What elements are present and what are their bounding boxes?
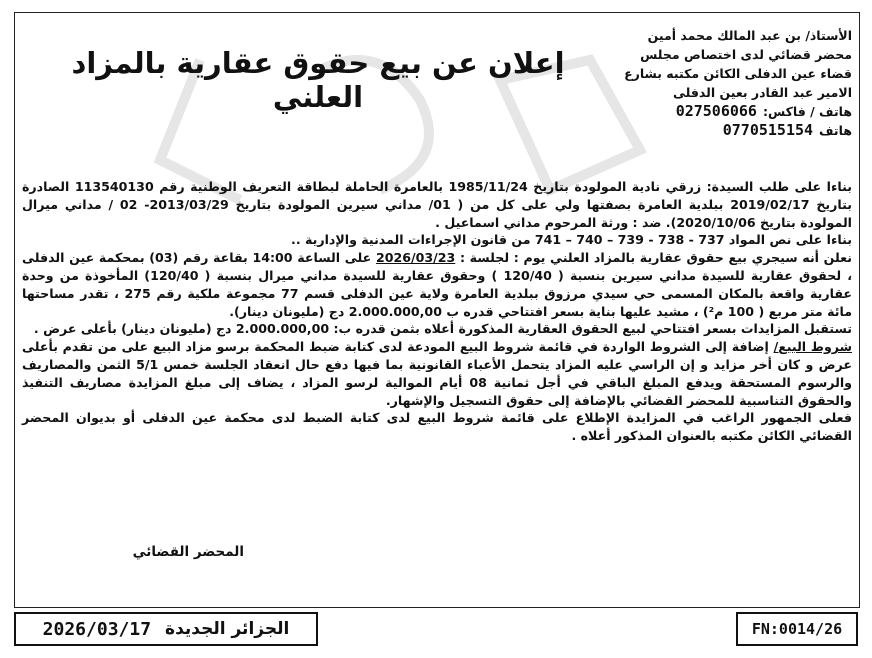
announcement-body: [22, 178, 852, 445]
signature-label: المحضر القضائي: [132, 544, 244, 560]
sale-intro: نعلن أنه سيجري بيع حقوق عقارية بالمزاد العلني يوم : لجلسة :: [459, 250, 852, 266]
paragraph-requester: بناءا على طلب السيدة: زرقي نادية المولودة بتاريخ 1985/11/24 بالعامرة الحاملة لبطاقة التعريف الوطنية رقم 113540130 الصادرة بتاريخ 2019/02/17 ببلدية العامرة بصفتها ولي على كل من ( 01/ مداني سيرين المولودة بتاريخ 2013/03/29- 02 / مداني ميرال المولودة بتاريخ 2020/10/06). ضد : ورثة المرحوم مداني اسماعيل .: [22, 179, 852, 230]
paragraph-public-notice: فعلى الجمهور الراغب في المزايدة الإطلاع على قائمة شروط البيع لدى كتابة الضبط لدى محكمة عين الدفلى أو بديوان المحضر القضائي الكائن مكتبه بالعنوان المذكور أعلاه .: [22, 410, 852, 444]
reference-number: FN:0014/26: [736, 612, 858, 646]
sale-description: على الساعة 14:00 بقاعة رقم (03) بمحكمة عين الدفلى ، لحقوق عقارية للسيدة مداني سيرين بنسبة ( 120/40 ) وحقوق عقارية للسيدة مداني ميرال بنسبة ( 120/40) المأخوذة من وحدة عقارية واقعة بالمكان المسمى حي سيدي مرزوق ببلدية العامرة ولاية عين الدفلى قسم 77 مجموعة ملكية رقم 275 ، تقدر مساحتها مائة متر مربع ( 100 م²) ، مشيد عليها بناية بسعر افتتاحي قدره ب 2.000.000,00 دج (مليونان دينار).: [22, 250, 852, 319]
paragraph-starting-price: تستقبل المزايدات بسعر افتتاحي لبيع الحقوق العقارية المذكورة أعلاه بثمن قدره ب: 2.000.000,00 دج (مليونان دينار) بأعلى عرض .: [33, 321, 852, 337]
paragraph-conditions: [22, 338, 852, 409]
phone-fax-number: 027506066: [675, 102, 757, 120]
paragraph-legal-basis: بناءا على نص المواد 737 - 738 - 739 – 740 – 741 من قانون الإجراءات المدنية والإدارية ..: [291, 232, 852, 248]
phone-label: هاتف: [819, 123, 852, 138]
publication-date: 2026/03/17: [42, 618, 152, 640]
phone-number: 0770515154: [722, 121, 814, 139]
phone-fax-label: هاتف / فاكس:: [762, 104, 852, 119]
conditions-text: إضافة إلى الشروط الواردة في قائمة شروط البيع المودعة لدى كتابة ضبط المحكمة برسو مزاد البيع على من تقدم بأعلى عرض و كان أخر مزايد و إن الراسي عليه المزاد يتحمل الأعباء القانونية بما فيها دفع حال انعقاد الجلسة خمس 5/1 الثمن والمصاريف والرسوم المستحقة ويدفع المبلغ الباقي في أجل ثمانية 08 أيام الموالية لرسو المزاد ، يضاف إلى مبلغ المزايدة مصاريف التنفيذ والحقوق التناسبية للمحضر القضائي بالإضافة إلى حقوق التسجيل والإشهار.: [22, 339, 852, 408]
sale-date: 2026/03/23: [375, 250, 456, 266]
phone-fax-row: [592, 102, 852, 121]
newspaper-name: الجزائر الجديدة: [165, 619, 290, 639]
notary-name: الأستاذ/ بن عبد المالك محمد أمين: [647, 28, 852, 43]
notary-header: [592, 26, 852, 140]
page-title: إعلان عن بيع حقوق عقارية بالمزاد العلني: [71, 46, 565, 114]
conditions-label: شروط البيع/: [773, 339, 852, 355]
newspaper-box: [14, 612, 318, 646]
paragraph-sale-details: [22, 249, 852, 320]
notary-address-2: الامير عبد القادر بعين الدفلى: [673, 85, 852, 100]
phone-row: [592, 121, 852, 140]
notary-address-1: قضاء عين الدفلى الكائن مكتبه بشارع: [624, 66, 852, 81]
notary-role: محضر قضائي لدى اختصاص مجلس: [640, 47, 852, 62]
